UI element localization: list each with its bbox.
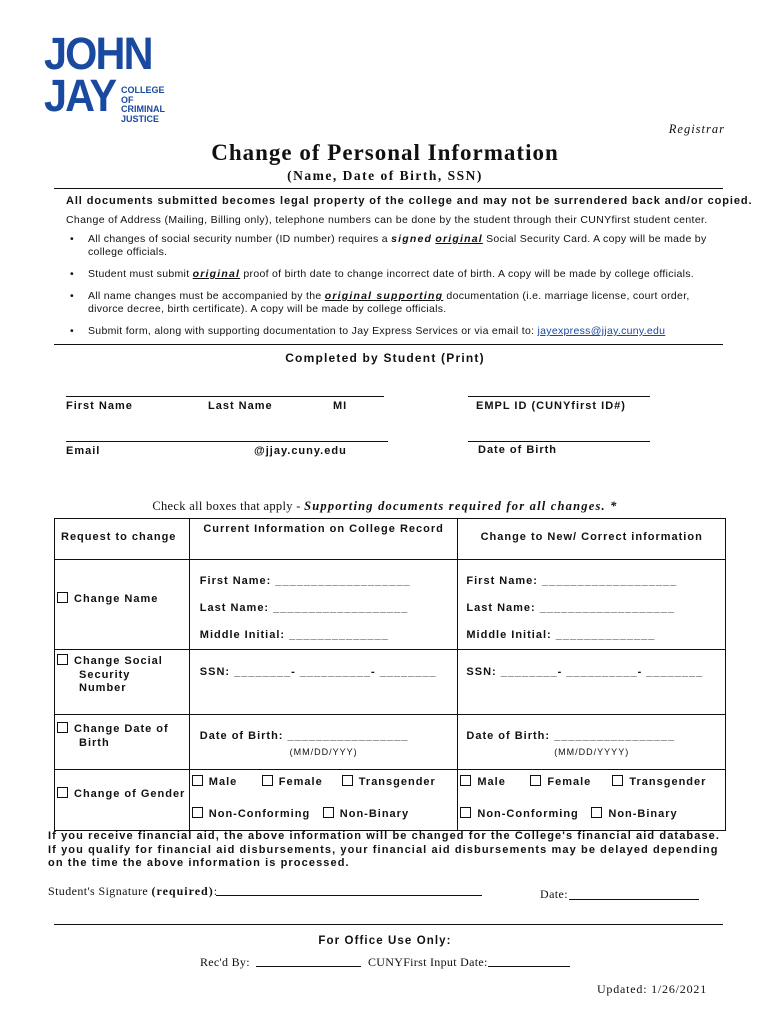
checkbox[interactable] [57, 787, 68, 798]
checkbox[interactable] [612, 775, 623, 786]
office-use-heading: For Office Use Only: [318, 935, 452, 947]
current-first-name[interactable]: First Name: ___________________ [199, 575, 411, 587]
updated-date: Updated: 1/26/2021 [596, 982, 707, 996]
checkbox[interactable] [57, 654, 68, 665]
checkbox[interactable] [192, 807, 203, 818]
list-item: • Submit form, along with supporting documentation to Jay Express Services or via email to: jayexpress@jjay.cuny.edu [66, 325, 716, 338]
last-name-label: Last Name [208, 400, 273, 412]
checkbox[interactable] [460, 807, 471, 818]
dob-format-hint: (MM/DD/YYYY) [554, 747, 630, 757]
recd-by-line[interactable] [256, 966, 361, 967]
financial-aid-notice: If you receive financial aid, the above information will be changed for the College's financial aid database. If you qualify for financial aid disbursements, your financial aid disbursements may be delayed depending on the time the above information is processed. [48, 830, 721, 869]
list-item: • All changes of social security number (ID number) requires a signed original Social Security Card. A copy will be made by college officials. [66, 233, 716, 259]
list-item: • Student must submit original proof of birth date to change incorrect date of birth. A copy will be made by college officials. [66, 268, 716, 281]
divider [54, 344, 723, 345]
empl-id-label: EMPL ID (CUNYfirst ID#) [476, 400, 626, 412]
name-line[interactable] [66, 396, 384, 397]
new-ssn[interactable]: SSN: ________- __________- ________ [466, 666, 704, 678]
legal-notice: All documents submitted becomes legal property of the college and may not be surrendered back and/or copied. [66, 195, 753, 207]
instructions-list [66, 233, 716, 344]
page-subtitle: (Name, Date of Birth, SSN) [287, 168, 483, 183]
logo-line-2: JAY [44, 70, 116, 121]
signature-row: Student's Signature (required): [48, 884, 218, 898]
john-jay-logo [44, 28, 168, 126]
student-section-heading: Completed by Student (Print) [285, 351, 485, 365]
new-dob[interactable]: Date of Birth: _________________ [466, 730, 676, 742]
checkbox[interactable] [192, 775, 203, 786]
current-ssn[interactable]: SSN: ________- __________- ________ [199, 666, 437, 678]
email-domain: @jjay.cuny.edu [254, 445, 347, 457]
checkbox[interactable] [323, 807, 334, 818]
check-all-instruction: Check all boxes that apply - Supporting documents required for all changes. * [152, 499, 618, 513]
dob-line[interactable] [468, 441, 650, 442]
address-note: Change of Address (Mailing, Billing only), telephone numbers can be done by the student through their CUNYfirst student center. [66, 214, 708, 226]
new-last-name[interactable]: Last Name: ___________________ [466, 602, 675, 614]
dob-label: Date of Birth [478, 444, 557, 456]
row-change-gender: Change of Gender [55, 770, 190, 831]
list-item: • All name changes must be accompanied by the original supporting documentation (i.e. marriage license, court order, divorce decree, birth certificate). A copy will be made by college officials. [66, 290, 716, 316]
first-name-label: First Name [66, 400, 133, 412]
header-new-info: Change to New/ Correct information [458, 519, 726, 560]
checkbox[interactable] [530, 775, 541, 786]
row-change-name: Change Name [55, 560, 190, 650]
current-last-name[interactable]: Last Name: ___________________ [199, 602, 409, 614]
divider [54, 188, 723, 189]
checkbox[interactable] [591, 807, 602, 818]
checkbox[interactable] [342, 775, 353, 786]
row-change-dob: Change Date of Birth [55, 715, 190, 770]
page-title: Change of Personal Information [211, 140, 559, 165]
recd-by-label: Rec'd By: [200, 955, 250, 969]
empl-id-line[interactable] [468, 396, 650, 397]
logo-subtext: COLLEGE OF CRIMINAL JUSTICE [121, 85, 165, 124]
header-request-to-change: Request to change [55, 519, 190, 560]
signature-date-line[interactable] [569, 899, 699, 900]
email-label: Email [66, 445, 101, 457]
signature-line[interactable] [216, 895, 482, 896]
new-first-name[interactable]: First Name: ___________________ [466, 575, 678, 587]
cunyfirst-date-line[interactable] [488, 966, 570, 967]
checkbox[interactable] [262, 775, 273, 786]
divider [54, 924, 723, 925]
current-middle-initial[interactable]: Middle Initial: ______________ [199, 629, 389, 641]
current-dob[interactable]: Date of Birth: _________________ [199, 730, 409, 742]
email-link[interactable]: jayexpress@jjay.cuny.edu [537, 325, 666, 337]
change-request-table: Request to change Current Information on College Record Change to New/ Correct information Change Name First Name: ___________________ Last Name: ___________________ Middle Initial: ______________ First Name: ___________________ Last Name: ___________________ Middle Initial: ______________ Change Social Security Number SSN: ________- __________- ________ SSN: ________- __________- ________ Change Date of Birth Date of Birth: _________________ (MM/DD/YYY) Date of Birth: _________________ (MM/DD/YYYY) Change of Gender Male Female Transgender Non-Conforming Non-Binary Male Female Transgender Non-Conforming Non-Binary [54, 518, 726, 831]
logo-line-1: JOHN [44, 28, 152, 79]
checkbox[interactable] [57, 592, 68, 603]
date-label: Date: [540, 887, 568, 901]
dob-format-hint: (MM/DD/YYY) [289, 747, 358, 757]
mi-label: MI [333, 400, 348, 412]
row-change-ssn: Change Social Security Number [55, 650, 190, 715]
checkbox[interactable] [57, 722, 68, 733]
email-line[interactable] [66, 441, 388, 442]
new-middle-initial[interactable]: Middle Initial: ______________ [466, 629, 656, 641]
checkbox[interactable] [460, 775, 471, 786]
office-label: Registrar [668, 122, 725, 136]
header-current-info: Current Information on College Record [189, 519, 458, 560]
cunyfirst-date-label: CUNYFirst Input Date: [368, 955, 488, 969]
